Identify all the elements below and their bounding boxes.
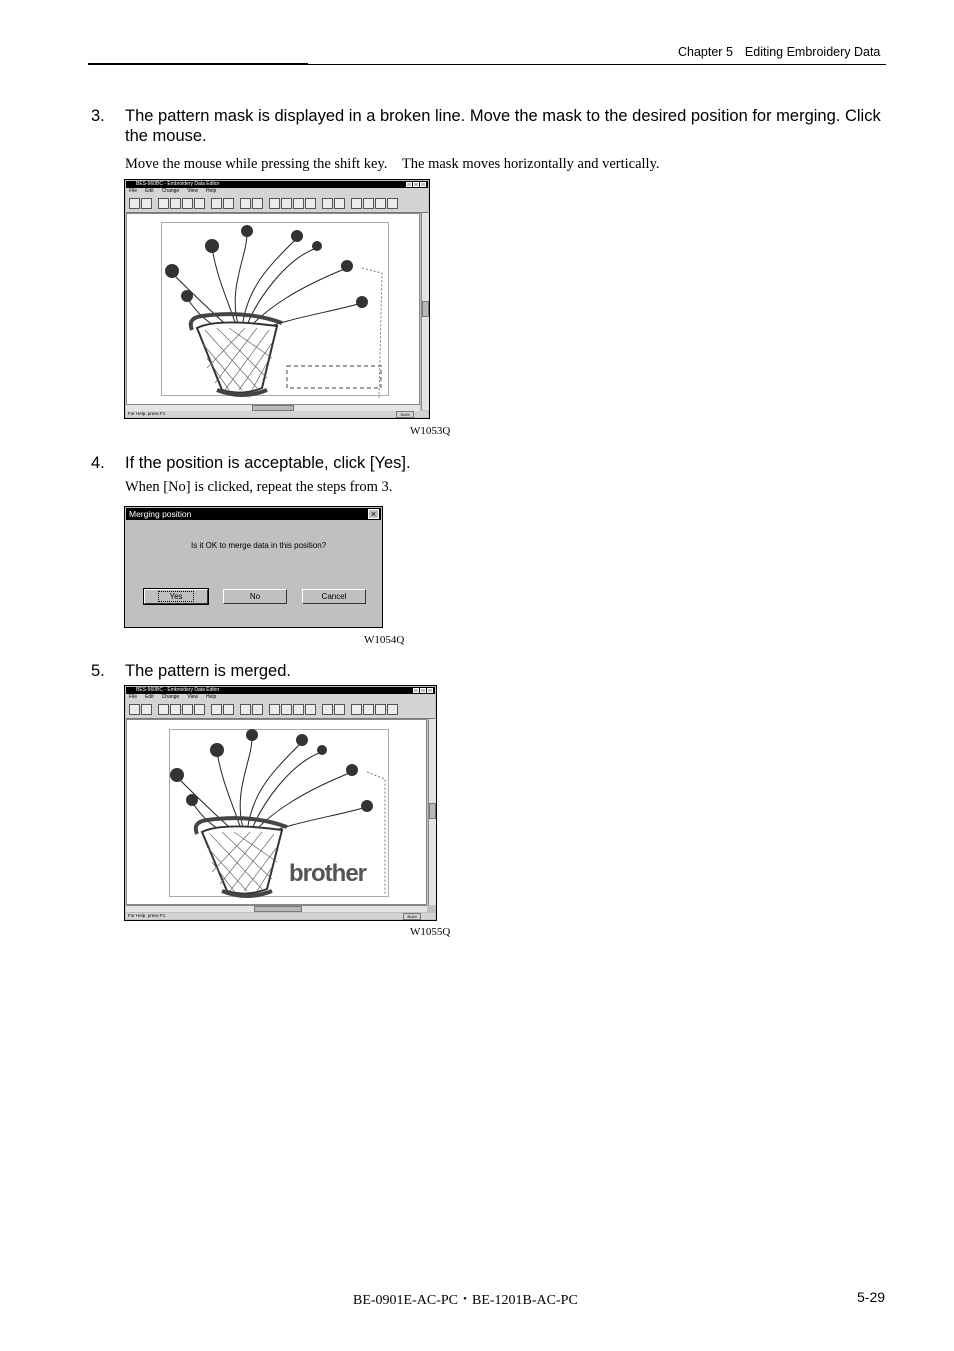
yes-button-label: Yes [158, 591, 193, 602]
fit-icon[interactable] [194, 704, 205, 715]
step-text: If the position is acceptable, click [Yes]. [125, 454, 411, 472]
minimize-icon[interactable] [413, 688, 419, 693]
merging-position-dialog [124, 506, 383, 628]
undo-icon[interactable] [240, 198, 251, 209]
vertical-scroll-thumb[interactable] [429, 803, 436, 819]
close-icon[interactable] [420, 182, 426, 187]
horizontal-scrollbar[interactable] [126, 404, 420, 411]
arc-icon[interactable] [281, 704, 292, 715]
zoom-out-icon[interactable] [170, 198, 181, 209]
menu-file[interactable]: File [129, 694, 138, 700]
send-icon[interactable] [363, 704, 374, 715]
open-icon[interactable] [129, 704, 140, 715]
minimize-icon[interactable] [406, 182, 412, 187]
menu-file[interactable]: File [129, 188, 138, 194]
print-icon[interactable] [351, 198, 362, 209]
print-icon[interactable] [351, 704, 362, 715]
send-icon[interactable] [363, 198, 374, 209]
menu-view[interactable]: View [187, 694, 198, 700]
figure-code: W1054Q [364, 634, 405, 646]
redo-icon[interactable] [252, 704, 263, 715]
zoom-out-icon[interactable] [170, 704, 181, 715]
help-pointer-icon[interactable] [387, 198, 398, 209]
step-number: 4. [91, 454, 105, 472]
window-titlebar [126, 181, 428, 188]
step-4-note: When [No] is clicked, repeat the steps from 3. [125, 479, 393, 495]
vertical-scroll-thumb[interactable] [422, 301, 429, 317]
footer-model: BE-0901E-AC-PC・BE-1201B-AC-PC [353, 1293, 578, 1308]
window-title: BES-960BC - Embroidery Data Editor [136, 181, 220, 187]
close-icon[interactable]: × [368, 509, 379, 519]
display-icon[interactable] [223, 704, 234, 715]
mirror-icon[interactable] [293, 704, 304, 715]
step-text: The pattern mask is displayed in a broken line. Move the mask to the desired position for merging. Click the mouse. [125, 107, 881, 145]
zoom-in-icon[interactable] [158, 704, 169, 715]
stitch-icon[interactable] [334, 704, 345, 715]
design-canvas[interactable] [126, 213, 420, 410]
status-text: For Help, press F1 [128, 411, 166, 416]
horizontal-scroll-thumb[interactable] [254, 906, 302, 912]
figure-code: W1053Q [410, 425, 451, 437]
maximize-icon[interactable] [420, 688, 426, 693]
vertical-scrollbar[interactable] [428, 719, 436, 905]
status-bar [126, 913, 435, 919]
about-icon[interactable] [375, 704, 386, 715]
dialog-message: Is it OK to merge data in this position? [191, 541, 327, 550]
step-number: 5. [91, 662, 105, 680]
menu-edit[interactable]: Edit [145, 694, 154, 700]
save-icon[interactable] [141, 704, 152, 715]
thread-icon[interactable] [211, 198, 222, 209]
toolbar [126, 195, 428, 213]
grid-icon[interactable] [322, 704, 333, 715]
design-canvas[interactable] [126, 719, 427, 905]
app-window-mask [124, 179, 430, 419]
menu-view[interactable]: View [187, 188, 198, 194]
chapter-number: Chapter 5 [678, 45, 733, 59]
save-icon[interactable] [141, 198, 152, 209]
chapter-title: Editing Embroidery Data [744, 45, 881, 59]
zoom-area-icon[interactable] [182, 198, 193, 209]
header-rule [88, 64, 886, 65]
grid-icon[interactable] [322, 198, 333, 209]
dialog-titlebar [126, 508, 381, 520]
vertical-scrollbar[interactable] [421, 213, 429, 410]
display-icon[interactable] [223, 198, 234, 209]
fit-icon[interactable] [194, 198, 205, 209]
help-pointer-icon[interactable] [387, 704, 398, 715]
menu-change[interactable]: Change [161, 694, 180, 700]
move-icon[interactable] [305, 198, 316, 209]
mirror-icon[interactable] [293, 198, 304, 209]
dialog-title: Merging position [129, 509, 192, 519]
cancel-button[interactable]: Cancel [302, 589, 366, 604]
horizontal-scrollbar[interactable] [126, 905, 427, 912]
app-window-merged [124, 685, 437, 921]
menu-help[interactable]: Help [205, 188, 217, 194]
no-button[interactable]: No [223, 589, 287, 604]
toolbar [126, 701, 435, 719]
zoom-in-icon[interactable] [158, 198, 169, 209]
undo-icon[interactable] [240, 704, 251, 715]
maximize-icon[interactable] [413, 182, 419, 187]
menu-bar [126, 694, 435, 701]
embroidery-pattern [157, 218, 397, 398]
step-number: 3. [91, 107, 105, 125]
thread-icon[interactable] [211, 704, 222, 715]
status-bar [126, 411, 428, 417]
redo-icon[interactable] [252, 198, 263, 209]
window-title: BES-960BC - Embroidery Data Editor [136, 687, 220, 693]
merged-text-pattern: brother [289, 860, 366, 887]
window-titlebar [126, 687, 435, 694]
open-icon[interactable] [129, 198, 140, 209]
menu-change[interactable]: Change [161, 188, 180, 194]
page-header [678, 45, 880, 59]
step-text: The pattern is merged. [125, 662, 291, 680]
stitch-icon[interactable] [334, 198, 345, 209]
yes-button[interactable] [144, 589, 208, 604]
zoom-area-icon[interactable] [182, 704, 193, 715]
arc-icon[interactable] [281, 198, 292, 209]
menu-help[interactable]: Help [205, 694, 217, 700]
figure-code: W1055Q [410, 926, 451, 938]
rotate-icon[interactable] [269, 704, 280, 715]
menu-bar [126, 188, 428, 195]
step-3-note: Move the mouse while pressing the shift key. The mask moves horizontally and vertically. [125, 156, 660, 172]
page-number: 5-29 [857, 1289, 886, 1305]
menu-edit[interactable]: Edit [145, 188, 154, 194]
rotate-icon[interactable] [269, 198, 280, 209]
status-indicator: NUM [396, 411, 414, 418]
status-text: For Help, press F1 [128, 913, 166, 918]
close-icon[interactable] [427, 688, 433, 693]
move-icon[interactable] [305, 704, 316, 715]
about-icon[interactable] [375, 198, 386, 209]
status-indicator: NUM [403, 913, 421, 920]
